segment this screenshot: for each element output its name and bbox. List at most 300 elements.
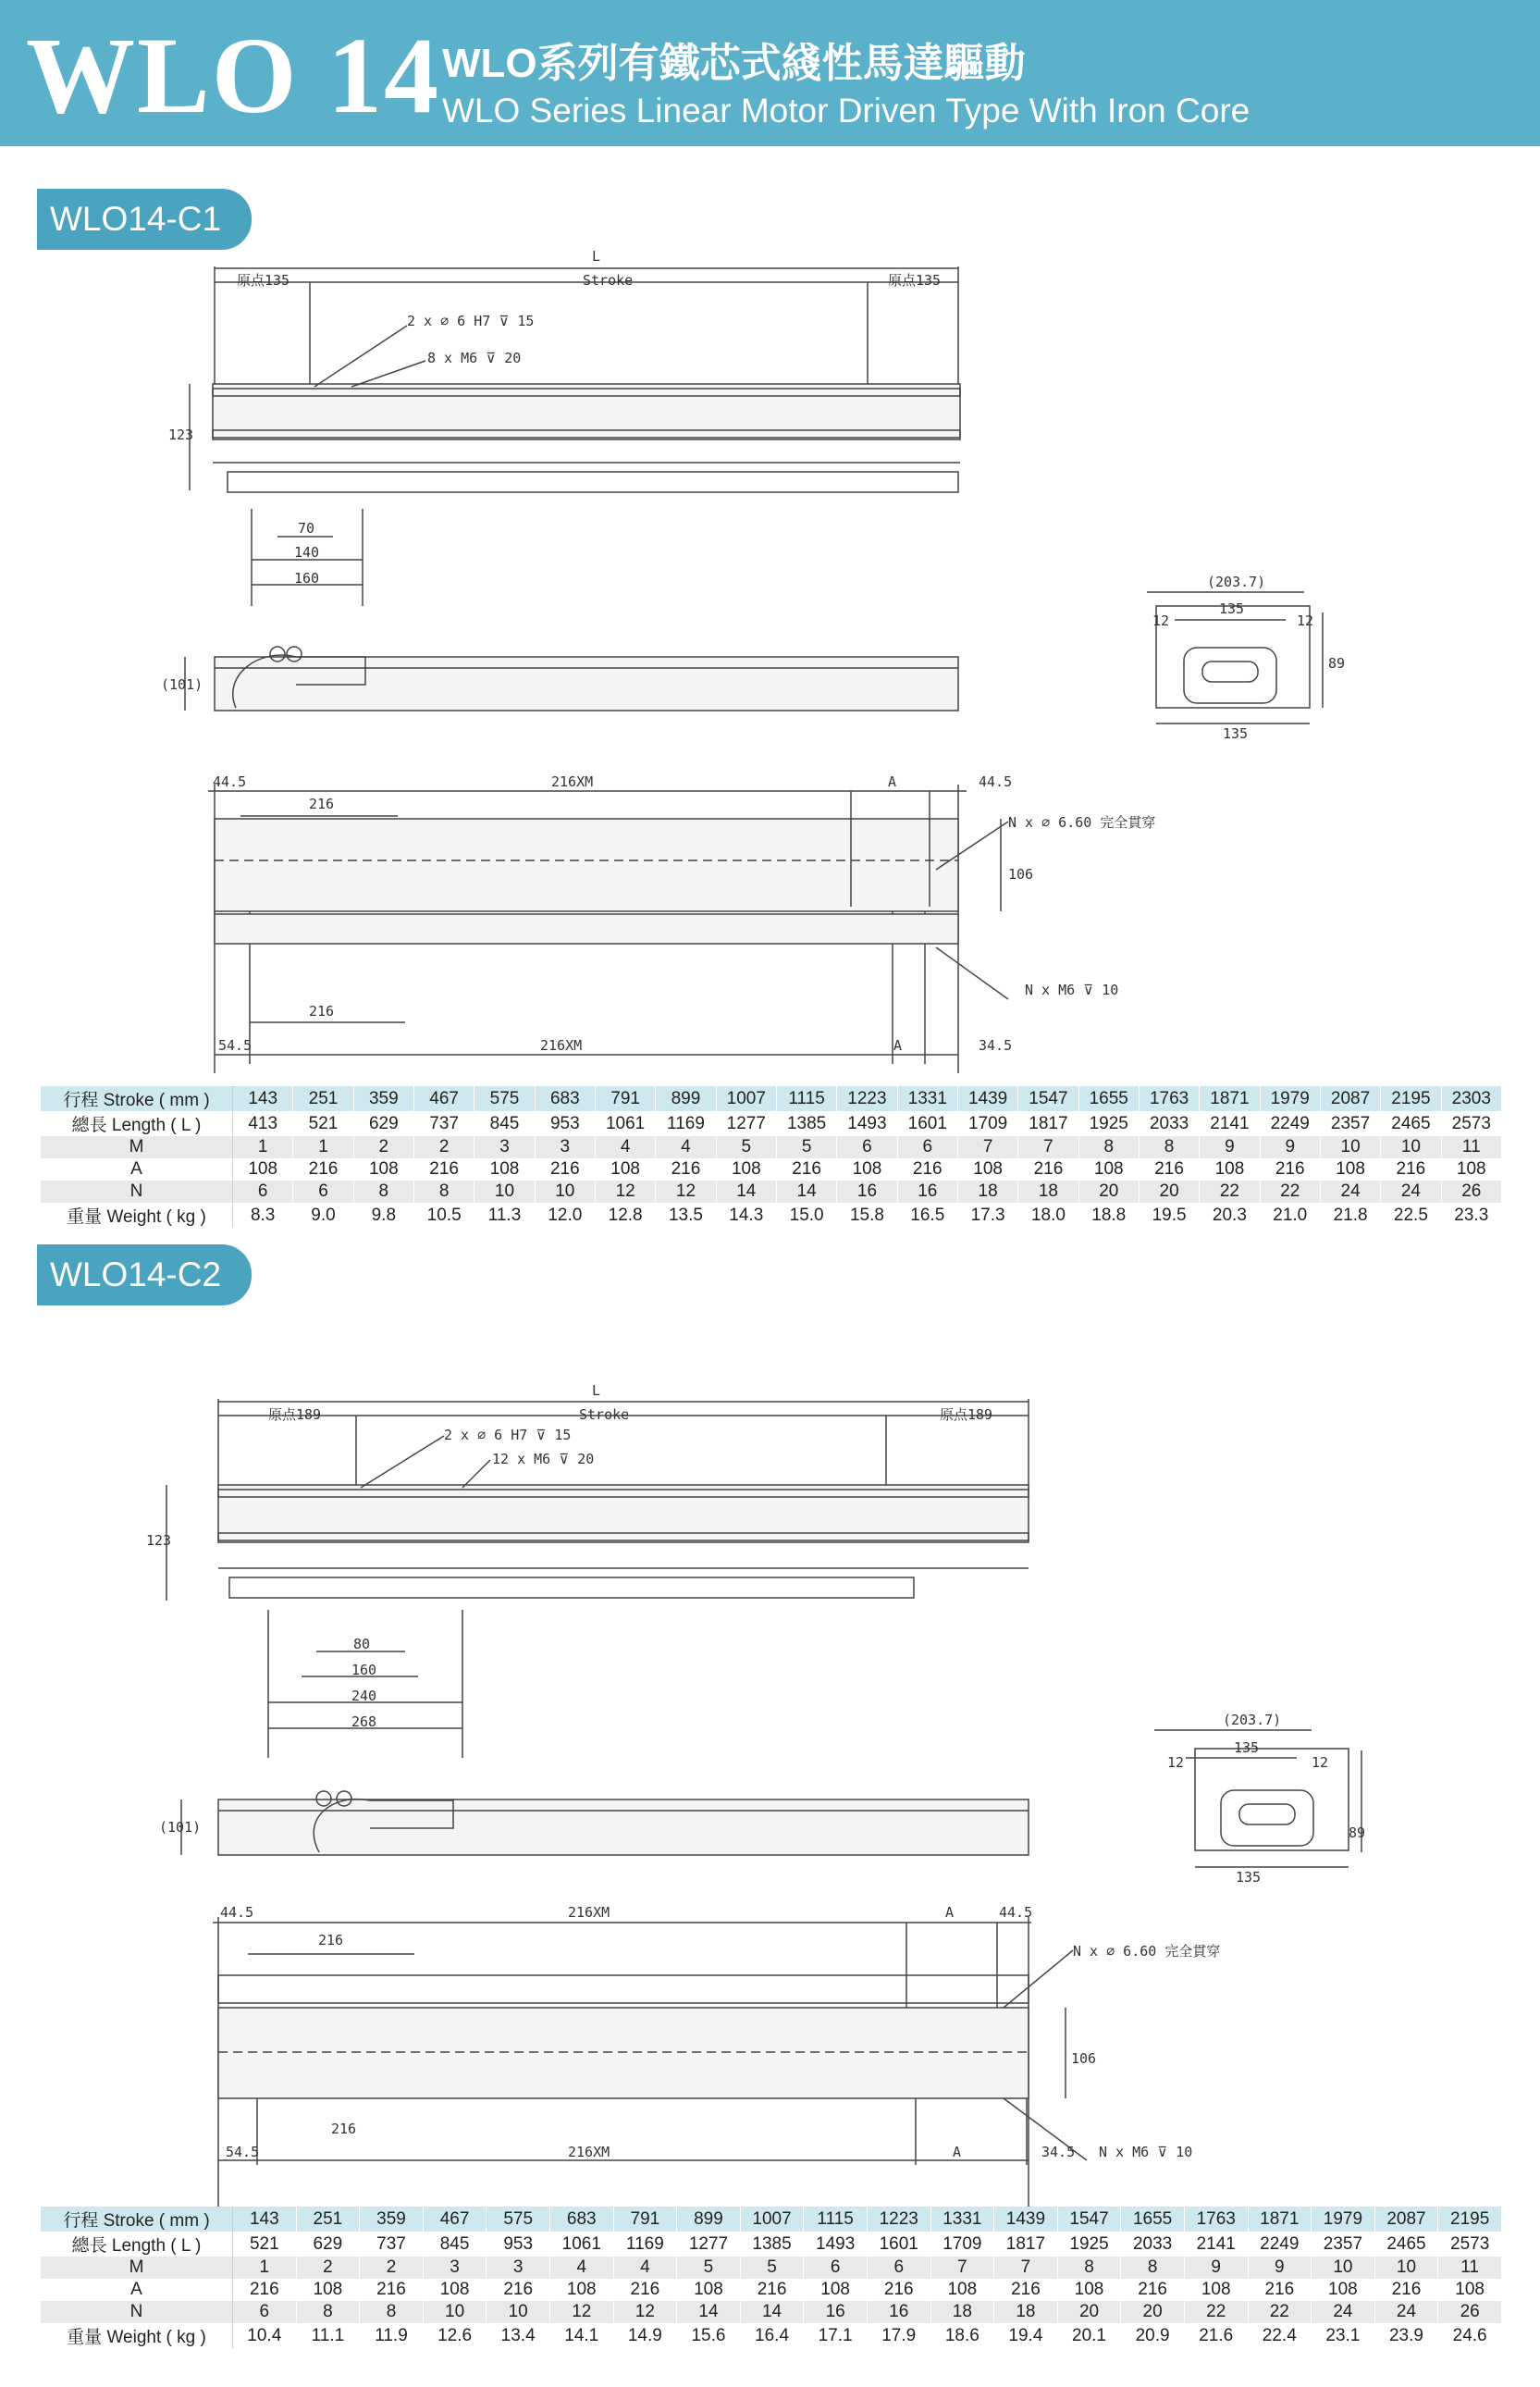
dim-stroke: Stroke: [579, 1406, 630, 1423]
table-cell: 1115: [804, 2207, 868, 2232]
table-row: [41, 2232, 1502, 2257]
table-cell: 2303: [1441, 1086, 1501, 1111]
row-label: 行程 Stroke ( mm ): [41, 2207, 233, 2232]
table-cell: 20: [1121, 2301, 1185, 2323]
dim-240: 240: [351, 1688, 377, 1704]
table-cell: 899: [677, 2207, 741, 2232]
table-cell: 2573: [1441, 1111, 1501, 1136]
table-cell: 16: [867, 2301, 930, 2323]
table-cell: 2195: [1438, 2207, 1502, 2232]
table-cell: 845: [474, 1111, 535, 1136]
table-cell: 9: [1184, 2257, 1248, 2279]
table-cell: 143: [233, 1086, 293, 1111]
table-cell: 1925: [1078, 1111, 1139, 1136]
dim-height-123: 123: [168, 427, 194, 443]
table-cell: 1709: [957, 1111, 1017, 1136]
dim-height-101: (101): [159, 1819, 202, 1836]
table-cell: 20: [1057, 2301, 1121, 2323]
table-cell: 216: [1139, 1158, 1199, 1181]
table-cell: 4: [613, 2257, 677, 2279]
table-cell: 13.4: [487, 2323, 550, 2348]
table-cell: 16: [804, 2301, 868, 2323]
dim-80: 80: [353, 1636, 371, 1652]
table-cell: 14.9: [613, 2323, 677, 2348]
table-cell: 216: [867, 2279, 930, 2301]
row-label: A: [41, 2279, 233, 2301]
table-cell: 20.1: [1057, 2323, 1121, 2348]
dim-54-5: 54.5: [226, 2144, 260, 2160]
table-row: [41, 2323, 1502, 2348]
table-cell: 6: [867, 2257, 930, 2279]
table-cell: 216: [1374, 2279, 1438, 2301]
table-cell: 216: [1121, 2279, 1185, 2301]
table-cell: 3: [423, 2257, 487, 2279]
table-cell: 143: [233, 2207, 297, 2232]
table-cell: 14: [716, 1181, 776, 1203]
dim-height-89: 89: [1349, 1824, 1366, 1841]
table-cell: 6: [804, 2257, 868, 2279]
dim-34-5: 34.5: [979, 1037, 1013, 1054]
table-cell: 3: [487, 2257, 550, 2279]
table-cell: 2033: [1139, 1111, 1199, 1136]
table-cell: 216: [994, 2279, 1058, 2301]
table-cell: 16: [837, 1181, 897, 1203]
table-cell: 108: [595, 1158, 655, 1181]
table-cell: 216: [233, 2279, 297, 2301]
table-cell: 216: [413, 1158, 474, 1181]
table-cell: 22.4: [1248, 2323, 1312, 2348]
table-cell: 2: [353, 1136, 413, 1158]
table-cell: 1115: [776, 1086, 836, 1111]
table-row: [41, 1086, 1502, 1111]
dim-height-89: 89: [1328, 655, 1346, 672]
table-cell: 3: [535, 1136, 595, 1158]
table-cell: 216: [656, 1158, 716, 1181]
table-cell: 2249: [1260, 1111, 1320, 1136]
table-cell: 1601: [897, 1111, 957, 1136]
table-cell: 1709: [930, 2232, 994, 2257]
model-tag-c1: WLO14-C1: [37, 189, 252, 250]
table-cell: 108: [1057, 2279, 1121, 2301]
table-cell: 1655: [1121, 2207, 1185, 2232]
table-cell: 2573: [1438, 2232, 1502, 2257]
table-cell: 216: [360, 2279, 424, 2301]
table-cell: 8: [1121, 2257, 1185, 2279]
table-cell: 2087: [1374, 2207, 1438, 2232]
dim-height-106: 106: [1008, 866, 1034, 883]
dim-216-bottom: 216: [331, 2121, 357, 2137]
dim-length: L: [592, 1382, 601, 1399]
table-cell: 10: [1374, 2257, 1438, 2279]
dim-160: 160: [351, 1662, 377, 1678]
table-cell: 1817: [994, 2232, 1058, 2257]
table-cell: 16: [897, 1181, 957, 1203]
table-cell: 1061: [595, 1111, 655, 1136]
table-cell: 14.3: [716, 1203, 776, 1228]
table-cell: 10: [487, 2301, 550, 2323]
table-cell: 359: [360, 2207, 424, 2232]
table-cell: 108: [474, 1158, 535, 1181]
dim-216xm-bottom: 216XM: [540, 1037, 583, 1054]
table-cell: 12.8: [595, 1203, 655, 1228]
table-cell: 1223: [837, 1086, 897, 1111]
table-cell: 18.6: [930, 2323, 994, 2348]
dim-34-5: 34.5: [1041, 2144, 1076, 2160]
table-cell: 12.0: [535, 1203, 595, 1228]
table-cell: 4: [595, 1136, 655, 1158]
row-label: 重量 Weight ( kg ): [41, 2323, 233, 2348]
table-cell: 1493: [837, 1111, 897, 1136]
table-cell: 5: [776, 1136, 836, 1158]
table-cell: 683: [535, 1086, 595, 1111]
table-cell: 24: [1381, 1181, 1441, 1203]
table-cell: 953: [535, 1111, 595, 1136]
thread-callout: N x M6 ⊽ 10: [1099, 2144, 1193, 2160]
table-cell: 8: [296, 2301, 360, 2323]
table-cell: 413: [233, 1111, 293, 1136]
table-cell: 17.3: [957, 1203, 1017, 1228]
table-cell: 108: [804, 2279, 868, 2301]
table-cell: 521: [293, 1111, 353, 1136]
table-cell: 1: [293, 1136, 353, 1158]
spec-table-c1: [41, 1086, 1502, 1228]
table-cell: 1979: [1260, 1086, 1320, 1111]
row-label: 重量 Weight ( kg ): [41, 1203, 233, 1228]
table-cell: 216: [293, 1158, 353, 1181]
table-cell: 23.1: [1312, 2323, 1375, 2348]
table-cell: 108: [423, 2279, 487, 2301]
table-cell: 108: [1200, 1158, 1260, 1181]
table-cell: 7: [930, 2257, 994, 2279]
table-cell: 216: [897, 1158, 957, 1181]
row-label: 行程 Stroke ( mm ): [41, 1086, 233, 1111]
dim-width-135-bottom: 135: [1236, 1869, 1262, 1886]
dim-216-top: 216: [318, 1932, 344, 1948]
table-cell: 10: [474, 1181, 535, 1203]
table-cell: 24: [1312, 2301, 1375, 2323]
spec-table-c2: [41, 2207, 1502, 2348]
table-cell: 22: [1184, 2301, 1248, 2323]
table-row: [41, 1111, 1502, 1136]
table-cell: 10: [1381, 1136, 1441, 1158]
header-band: [0, 0, 1540, 146]
table-cell: 216: [487, 2279, 550, 2301]
table-cell: 18: [1018, 1181, 1078, 1203]
table-cell: 9: [1248, 2257, 1312, 2279]
table-cell: 8: [1057, 2257, 1121, 2279]
table-cell: 6: [233, 1181, 293, 1203]
thread-callout: N x M6 ⊽ 10: [1025, 982, 1119, 998]
hole-callout: N x ∅ 6.60 完全貫穿: [1073, 1943, 1221, 1960]
screw-callout: 12 x M6 ⊽ 20: [492, 1451, 595, 1467]
dim-216xm-top: 216XM: [568, 1904, 610, 1921]
table-cell: 216: [1018, 1158, 1078, 1181]
table-cell: 737: [413, 1111, 474, 1136]
dim-height-101: (101): [161, 676, 203, 693]
table-cell: 2: [296, 2257, 360, 2279]
table-cell: 216: [776, 1158, 836, 1181]
dim-a-bottom: A: [953, 2144, 962, 2160]
table-row: [41, 2301, 1502, 2323]
table-cell: 20.9: [1121, 2323, 1185, 2348]
table-cell: 13.5: [656, 1203, 716, 1228]
table-cell: 2195: [1381, 1086, 1441, 1111]
table-cell: 23.9: [1374, 2323, 1438, 2348]
dim-12-right: 12: [1312, 1754, 1329, 1771]
table-cell: 467: [413, 1086, 474, 1111]
table-cell: 5: [716, 1136, 776, 1158]
table-cell: 9: [1200, 1136, 1260, 1158]
table-cell: 2465: [1381, 1111, 1441, 1136]
table-cell: 1: [233, 2257, 297, 2279]
table-cell: 18: [957, 1181, 1017, 1203]
table-cell: 791: [613, 2207, 677, 2232]
dim-a-top: A: [888, 773, 897, 790]
table-cell: 2357: [1312, 2232, 1375, 2257]
table-cell: 11: [1438, 2257, 1502, 2279]
table-cell: 1547: [1018, 1086, 1078, 1111]
table-cell: 791: [595, 1086, 655, 1111]
dim-width-2037: (203.7): [1223, 1712, 1282, 1728]
table-cell: 953: [487, 2232, 550, 2257]
table-cell: 216: [1260, 1158, 1320, 1181]
title-english: WLO Series Linear Motor Driven Type With Iron Core: [442, 92, 1250, 130]
table-cell: 1007: [740, 2207, 804, 2232]
table-cell: 2: [360, 2257, 424, 2279]
table-cell: 7: [1018, 1136, 1078, 1158]
table-cell: 1169: [656, 1111, 716, 1136]
table-cell: 10: [1312, 2257, 1375, 2279]
table-cell: 216: [1248, 2279, 1312, 2301]
table-cell: 9.0: [293, 1203, 353, 1228]
table-cell: 15.8: [837, 1203, 897, 1228]
dim-width-2037: (203.7): [1207, 574, 1266, 590]
table-cell: 1331: [930, 2207, 994, 2232]
table-cell: 11.3: [474, 1203, 535, 1228]
table-cell: 108: [233, 1158, 293, 1181]
table-cell: 1: [233, 1136, 293, 1158]
row-label: 總長 Length ( L ): [41, 2232, 233, 2257]
table-cell: 19.4: [994, 2323, 1058, 2348]
table-cell: 22: [1200, 1181, 1260, 1203]
table-cell: 899: [656, 1086, 716, 1111]
table-cell: 1169: [613, 2232, 677, 2257]
dim-216xm-top: 216XM: [551, 773, 594, 790]
table-cell: 11: [1441, 1136, 1501, 1158]
screw-callout: 8 x M6 ⊽ 20: [427, 350, 522, 366]
table-cell: 1007: [716, 1086, 776, 1111]
table-cell: 108: [1320, 1158, 1380, 1181]
table-cell: 18.0: [1018, 1203, 1078, 1228]
dim-44-5-right: 44.5: [979, 773, 1013, 790]
dim-origin-left: 原点189: [268, 1406, 322, 1423]
table-cell: 10.5: [413, 1203, 474, 1228]
dim-a-top: A: [945, 1904, 955, 1921]
table-cell: 845: [423, 2232, 487, 2257]
table-cell: 7: [994, 2257, 1058, 2279]
table-cell: 1817: [1018, 1111, 1078, 1136]
table-cell: 18: [930, 2301, 994, 2323]
dim-216-bottom: 216: [309, 1003, 335, 1020]
table-cell: 9: [1260, 1136, 1320, 1158]
dim-origin-right: 原点135: [888, 272, 942, 289]
dim-160: 160: [294, 570, 320, 587]
table-cell: 216: [740, 2279, 804, 2301]
table-cell: 19.5: [1139, 1203, 1199, 1228]
table-cell: 1493: [804, 2232, 868, 2257]
table-cell: 629: [296, 2232, 360, 2257]
dim-length: L: [592, 248, 601, 265]
table-cell: 108: [353, 1158, 413, 1181]
hole-callout: N x ∅ 6.60 完全貫穿: [1008, 814, 1156, 831]
table-cell: 22: [1248, 2301, 1312, 2323]
table-row: [41, 2257, 1502, 2279]
table-cell: 24.6: [1438, 2323, 1502, 2348]
dim-origin-right: 原点189: [940, 1406, 993, 1423]
dim-140: 140: [294, 544, 320, 561]
table-cell: 108: [677, 2279, 741, 2301]
table-cell: 108: [1441, 1158, 1501, 1181]
dim-216xm-bottom: 216XM: [568, 2144, 610, 2160]
table-cell: 22: [1260, 1181, 1320, 1203]
table-cell: 10: [423, 2301, 487, 2323]
table-cell: 8: [413, 1181, 474, 1203]
table-cell: 15.6: [677, 2323, 741, 2348]
table-cell: 12: [656, 1181, 716, 1203]
table-cell: 1061: [549, 2232, 613, 2257]
table-cell: 24: [1320, 1181, 1380, 1203]
table-cell: 8: [360, 2301, 424, 2323]
table-cell: 11.1: [296, 2323, 360, 2348]
pin-callout: 2 x ∅ 6 H7 ⊽ 15: [444, 1427, 572, 1443]
row-label: M: [41, 1136, 233, 1158]
table-cell: 5: [740, 2257, 804, 2279]
row-label: N: [41, 1181, 233, 1203]
table-cell: 24: [1374, 2301, 1438, 2323]
table-cell: 108: [930, 2279, 994, 2301]
table-cell: 21.6: [1184, 2323, 1248, 2348]
table-cell: 2465: [1374, 2232, 1438, 2257]
table-cell: 737: [360, 2232, 424, 2257]
table-cell: 2249: [1248, 2232, 1312, 2257]
table-cell: 18: [994, 2301, 1058, 2323]
table-cell: 14.1: [549, 2323, 613, 2348]
table-row: [41, 2279, 1502, 2301]
table-cell: 12.6: [423, 2323, 487, 2348]
table-cell: 359: [353, 1086, 413, 1111]
row-label: 總長 Length ( L ): [41, 1111, 233, 1136]
model-tag-c2: WLO14-C2: [37, 1244, 252, 1305]
dim-54-5: 54.5: [218, 1037, 253, 1054]
table-cell: 8: [1139, 1136, 1199, 1158]
table-cell: 12: [595, 1181, 655, 1203]
table-row: [41, 1158, 1502, 1181]
table-cell: 7: [957, 1136, 1017, 1158]
dim-12-left: 12: [1167, 1754, 1185, 1771]
table-cell: 23.3: [1441, 1203, 1501, 1228]
table-cell: 2033: [1121, 2232, 1185, 2257]
table-row: [41, 1136, 1502, 1158]
table-cell: 1763: [1184, 2207, 1248, 2232]
table-cell: 14: [677, 2301, 741, 2323]
table-cell: 16.4: [740, 2323, 804, 2348]
table-cell: 5: [677, 2257, 741, 2279]
table-cell: 2357: [1320, 1111, 1380, 1136]
table-cell: 575: [474, 1086, 535, 1111]
table-cell: 8: [353, 1181, 413, 1203]
table-cell: 9.8: [353, 1203, 413, 1228]
table-cell: 521: [233, 2232, 297, 2257]
pin-callout: 2 x ∅ 6 H7 ⊽ 15: [407, 313, 535, 329]
table-cell: 1601: [867, 2232, 930, 2257]
table-cell: 108: [1438, 2279, 1502, 2301]
table-cell: 629: [353, 1111, 413, 1136]
table-cell: 575: [487, 2207, 550, 2232]
dim-height-123: 123: [146, 1532, 172, 1549]
table-cell: 8.3: [233, 1203, 293, 1228]
table-cell: 3: [474, 1136, 535, 1158]
table-cell: 1655: [1078, 1086, 1139, 1111]
table-cell: 216: [535, 1158, 595, 1181]
drawing-c1: [0, 241, 1540, 1073]
dim-44-5-left: 44.5: [220, 1904, 254, 1921]
table-cell: 11.9: [360, 2323, 424, 2348]
table-cell: 2087: [1320, 1086, 1380, 1111]
table-cell: 1871: [1248, 2207, 1312, 2232]
dim-12-left: 12: [1152, 612, 1170, 629]
table-cell: 17.9: [867, 2323, 930, 2348]
table-cell: 251: [296, 2207, 360, 2232]
table-cell: 216: [1381, 1158, 1441, 1181]
table-cell: 1439: [994, 2207, 1058, 2232]
table-cell: 26: [1441, 1181, 1501, 1203]
table-cell: 17.1: [804, 2323, 868, 2348]
table-cell: 216: [613, 2279, 677, 2301]
table-row: [41, 1181, 1502, 1203]
table-cell: 10.4: [233, 2323, 297, 2348]
dim-a-bottom: A: [893, 1037, 903, 1054]
title-chinese: WLO系列有鐵芯式綫性馬達驅動: [442, 41, 1026, 86]
dim-268: 268: [351, 1713, 377, 1730]
table-cell: 14: [776, 1181, 836, 1203]
row-label: N: [41, 2301, 233, 2323]
dim-height-106: 106: [1071, 2050, 1097, 2067]
dim-70: 70: [298, 520, 315, 537]
table-cell: 1223: [867, 2207, 930, 2232]
table-cell: 12: [549, 2301, 613, 2323]
series-title: WLO 14: [26, 15, 440, 136]
table-cell: 1385: [776, 1111, 836, 1136]
table-cell: 108: [549, 2279, 613, 2301]
table-cell: 1439: [957, 1086, 1017, 1111]
table-cell: 10: [535, 1181, 595, 1203]
table-cell: 4: [656, 1136, 716, 1158]
table-cell: 251: [293, 1086, 353, 1111]
table-cell: 1871: [1200, 1086, 1260, 1111]
drawing-c2: [0, 1379, 1540, 2211]
table-cell: 108: [296, 2279, 360, 2301]
table-cell: 10: [1320, 1136, 1380, 1158]
table-cell: 683: [549, 2207, 613, 2232]
dim-216-top: 216: [309, 796, 335, 812]
table-cell: 14: [740, 2301, 804, 2323]
table-cell: 20: [1139, 1181, 1199, 1203]
table-cell: 18.8: [1078, 1203, 1139, 1228]
dim-stroke: Stroke: [583, 272, 634, 289]
table-cell: 8: [1078, 1136, 1139, 1158]
table-cell: 467: [423, 2207, 487, 2232]
dim-width-135-top: 135: [1234, 1739, 1260, 1756]
